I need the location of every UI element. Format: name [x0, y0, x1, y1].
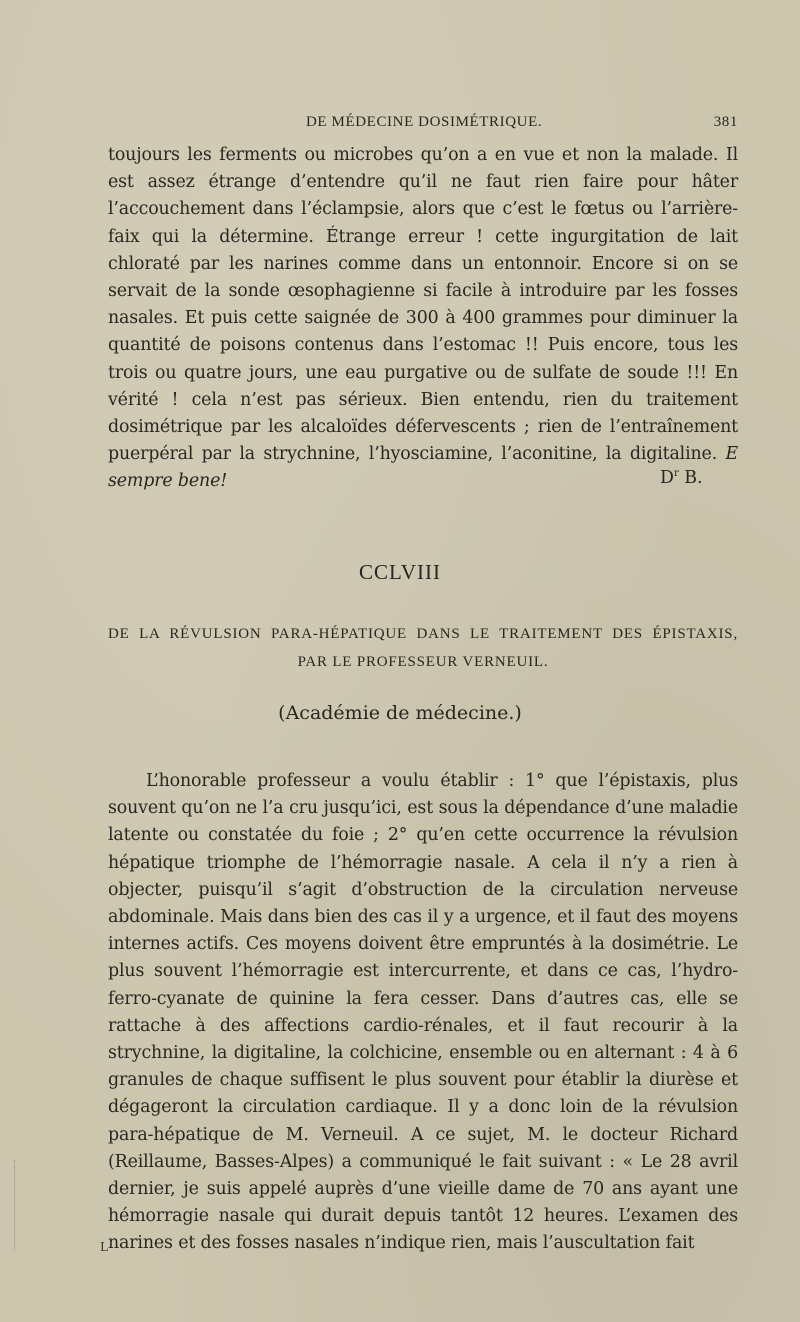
- body-text: L’honorable professeur a voulu établir : 1° que l’épistaxis, plus souvent qu’on ne l’a cru jusqu’ici, est sous la dépendance d’une maladie latente ou constatée du foie ; 2° qu’en cette occurrence la révulsion hépatique triomphe de l’hémorragie nasale. A cela il n’y a rien à objecter, puisqu’il s’agit d’obstruction de la circulation nerveuse abdominale. Mais dans bien des cas il y a urgence, et il faut des moyens internes actifs. Ces moyens doivent être empruntés à la dosimétrie. Le plus souvent l’hémorragie est intercurrente, et dans ce cas, l’hydro-ferro-cyanate de quinine la fera cesser. Dans d’autres cas, elle se rattache à des affections cardio-rénales, et il faut recourir à la strychnine, la digitaline, la colchicine, ensemble ou en alternant : 4 à 6 granules de chaque suffisent le plus souvent pour établir la diurèse et dégageront la circulation cardiaque. Il y a donc loin de la révulsion para-hépatique de M. Verneuil. A ce sujet, M. le docteur Richard (Reillaume, Basses-Alpes) a communiqué le fait suivant : « Le 28 avril dernier, je suis appelé auprès d’une vieille dame de 70 ans ayant une hémorragie nasale qui durait depuis tantôt 12 heures. L’examen des narines et des fosses nasales n’indique rien, mais l’auscultation fait: [108, 771, 738, 1254]
- continuation-paragraph: [108, 142, 738, 496]
- body-paragraph: [108, 768, 738, 1258]
- footer-mark: L: [100, 1240, 108, 1254]
- chapter-title-line-1: DE LA RÉVULSION PARA-HÉPATIQUE DANS LE TRAITEMENT DES ÉPISTAXIS,: [108, 626, 738, 642]
- chapter-title-line-2: PAR LE PROFESSEUR VERNEUIL.: [297, 654, 549, 670]
- signature-prefix: D: [660, 468, 674, 488]
- chapter-source: (Académie de médecine.): [278, 702, 522, 724]
- margin-mark: [14, 1160, 33, 1250]
- running-head: [108, 114, 738, 136]
- chapter-number: CCLVIII: [358, 560, 442, 584]
- italic-phrase: E sempre bene!: [108, 444, 738, 492]
- continuation-text: toujours les ferments ou microbes qu’on a en vue et non la malade. Il est assez étrange d’entendre qu’il ne faut rien faire pour hâter l’accouchement dans l’éclampsie, alors que c’est le fœtus ou l’arrière-faix qui la détermine. Étrange erreur ! cette ingurgitation de lait chloraté par les narines comme dans un entonnoir. Encore si on se servait de la sonde œsophagienne si facile à introduire par les fosses nasales. Et puis cette saignée de 300 à 400 grammes pour diminuer la quantité de poisons contenus dans l’estomac !! Puis encore, tous les trois ou quatre jours, une eau purgative ou de sulfate de soude !!! En vérité ! cela n’est pas sérieux. Bien entendu, rien du traitement dosimétrique par les alcaloïdes défervescents ; rien de l’entraînement puerpéral par la strychnine, l’hyosciamine, l’aconitine, la digitaline.: [108, 145, 738, 465]
- running-head-title: DE MÉDECINE DOSIMÉTRIQUE.: [306, 114, 543, 130]
- page-number: 381: [713, 114, 738, 130]
- signature-name: B.: [684, 468, 703, 488]
- signature: [660, 468, 703, 488]
- signature-superscript: r: [673, 468, 679, 480]
